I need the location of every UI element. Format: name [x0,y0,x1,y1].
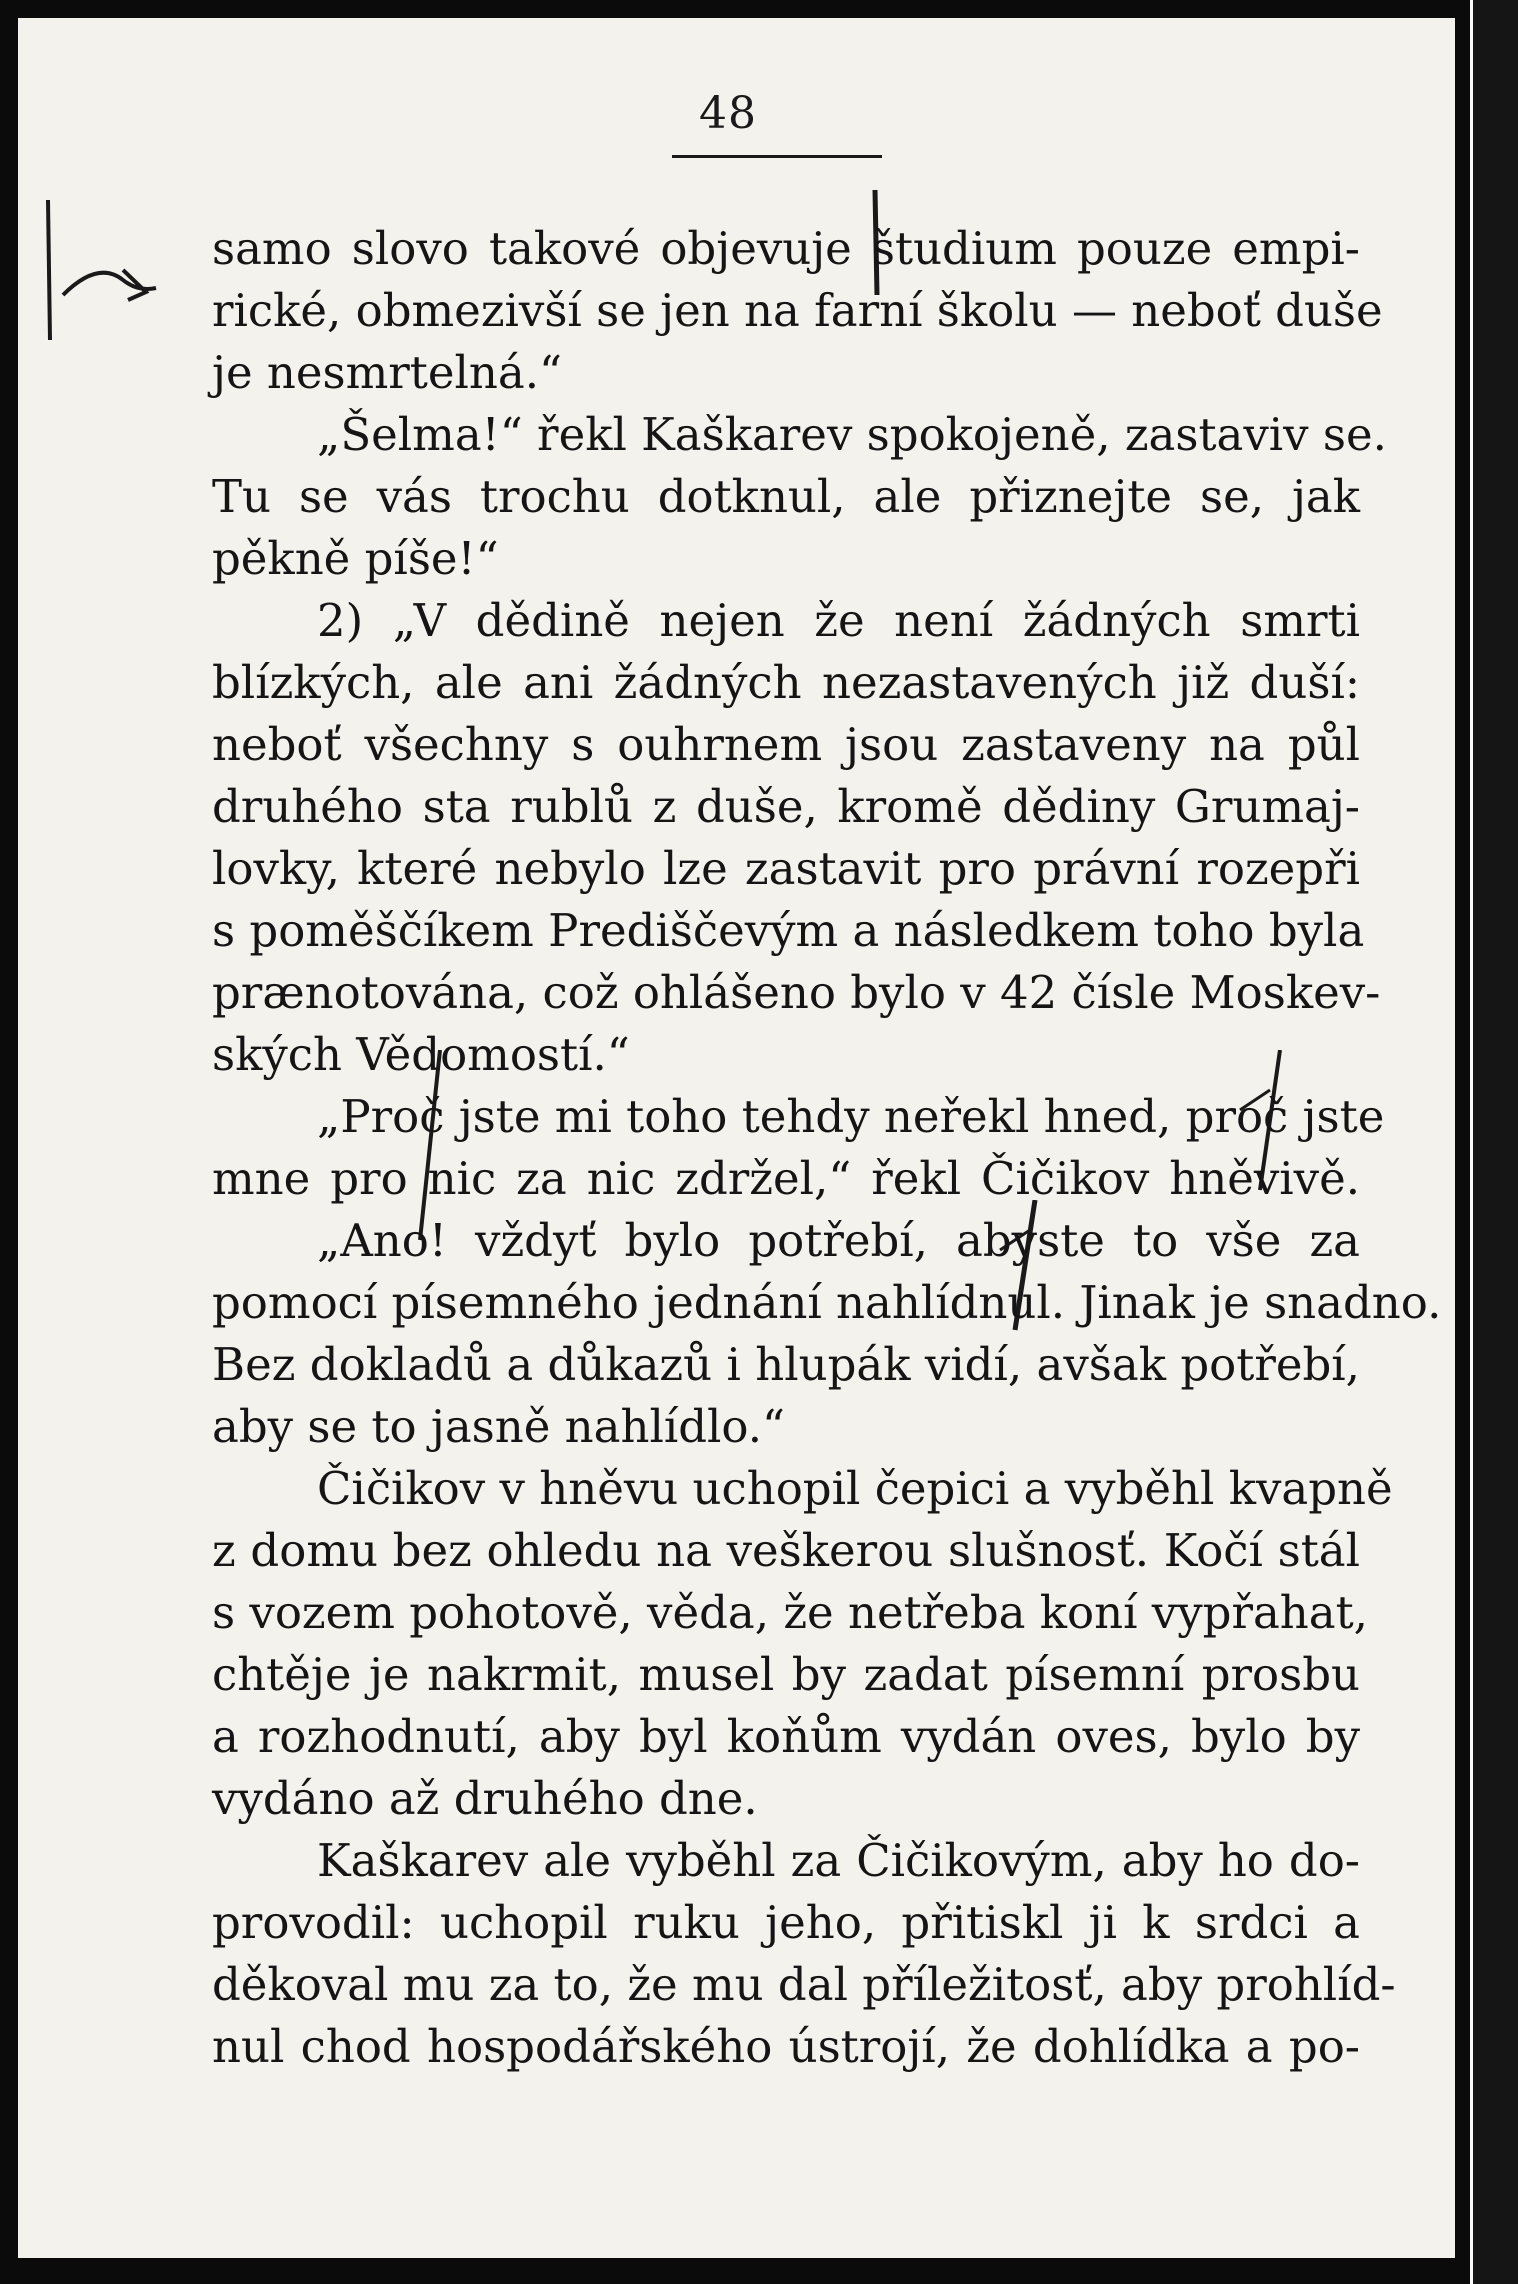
text-line: druhého sta rublů z duše, kromě dědiny Grumaj- [212,780,1360,833]
text-line: pomocí písemného jednání nahlídnul. Jinak je snadno. [212,1276,1442,1329]
text-line: aby se to jasně nahlídlo.“ [212,1400,786,1453]
text-line: s poměščíkem Prediščevým a následkem toho byla [212,904,1365,957]
text-line: je nesmrtelná.“ [212,346,563,399]
text-line: neboť všechny s ouhrnem jsou zastaveny na půl [212,718,1360,771]
text-line: s vozem pohotově, věda, že netřeba koní vypřahat, [212,1586,1368,1639]
page-edge [1470,0,1518,2284]
text-line: z domu bez ohledu na veškerou slušnosť. Kočí stál [212,1524,1360,1577]
text-line: „Ano! vždyť bylo potřebí, abyste to vše za [317,1214,1360,1267]
text-line: děkoval mu za to, že mu dal příležitosť, aby prohlíd- [212,1958,1396,2011]
handwritten-margin-mark [28,200,178,350]
text-line: mne pro nic za nic zdržel,“ řekl Čičikov hněvivě. [212,1152,1360,1205]
text-line: blízkých, ale ani žádných nezastavených již duší: [212,656,1360,709]
text-line: Bez dokladů a důkazů i hlupák vidí, avšak potřebí, [212,1338,1360,1391]
text-line: Čičikov v hněvu uchopil čepici a vyběhl kvapně [317,1462,1393,1515]
text-line: pěkně píše!“ [212,532,499,585]
text-line: Kaškarev ale vyběhl za Čičikovým, aby ho do- [317,1834,1360,1887]
text-line: provodil: uchopil ruku jeho, přitiskl ji k srdci a [212,1896,1360,1949]
page-number: 48 [699,88,757,139]
text-line: chtěje je nakrmit, musel by zadat písemní prosbu [212,1648,1360,1701]
text-line: lovky, které nebylo lze zastavit pro právní rozepři [212,842,1360,895]
text-line: ských Vědomostí.“ [212,1028,630,1081]
text-line: „Šelma!“ řekl Kaškarev spokojeně, zastaviv se. [317,408,1387,461]
text-line: Tu se vás trochu dotknul, ale přiznejte se, jak [212,470,1360,523]
text-line: rické, obmezivší se jen na farní školu — neboť duše [212,284,1383,337]
text-line: nul chod hospodářského ústrojí, že dohlídka a po- [212,2020,1360,2073]
text-line: 2) „V dědině nejen že není žádných smrti [317,594,1360,647]
text-line: samo slovo takové objevuje študium pouze empi- [212,222,1360,275]
text-line: „Proč jste mi toho tehdy neřekl hned, proč jste [317,1090,1385,1143]
text-line: a rozhodnutí, aby byl koňům vydán oves, bylo by [212,1710,1360,1763]
body-text [212,218,1442,2078]
text-line: vydáno až druhého dne. [212,1772,758,1825]
header-rule [672,155,882,158]
text-line: prænotována, což ohlášeno bylo v 42 čísle Moskev- [212,966,1381,1019]
